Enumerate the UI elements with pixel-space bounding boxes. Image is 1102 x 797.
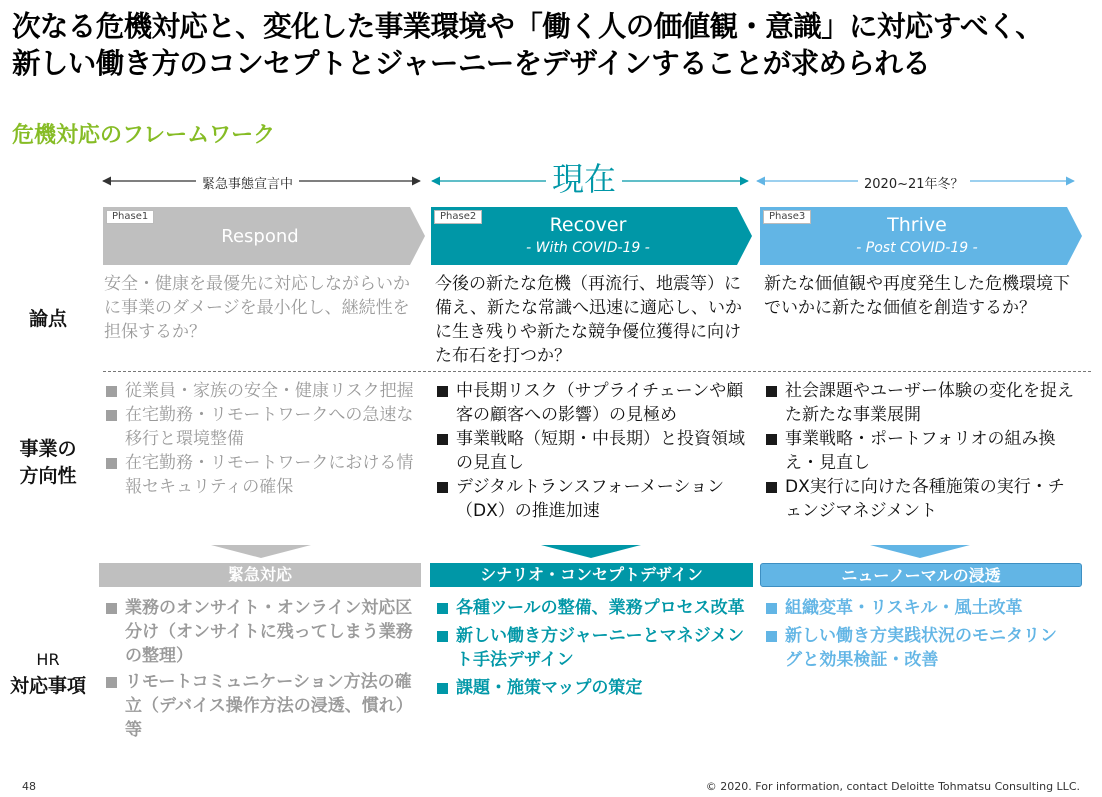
timeline-label-winter: 2020~21年冬？ — [858, 173, 970, 192]
row-divider — [103, 371, 1091, 372]
list-item: 組織変革・リスキル・風土改革 — [764, 596, 1064, 620]
issue-phase2: 今後の新たな危機（再流行、地震等）に備え、新たな常識へ迅速に適応し、いかに生き残りや新たな競争優位獲得に向けた布石を打つか？ — [435, 274, 743, 366]
row-label-hr-line-2: 対応事項 — [9, 675, 86, 697]
list-item: リモートコミュニケーション方法の確立（デバイス操作方法の浸透、慣れ）等 — [104, 670, 420, 742]
phase2-subtitle: - With COVID-19 - — [526, 240, 650, 256]
phase2-name: Recover — [549, 214, 627, 236]
hr-list-phase3 — [764, 596, 1064, 672]
issue-phase3: 新たな価値観や再度発生した危機環境下でいかに新たな価値を創造するか？ — [764, 274, 1070, 318]
list-item: 事業戦略（短期・中長期）と投資領域の見直し — [435, 427, 749, 475]
row-label-issues: 論点 — [28, 308, 67, 330]
list-item: 各種ツールの整備、業務プロセス改革 — [435, 596, 749, 620]
timeline-label-emergency: 緊急事態宣言中 — [196, 173, 299, 192]
down-arrow-phase1 — [211, 545, 311, 558]
list-item: 業務のオンサイト・オンライン対応区分け（オンサイトに残ってしまう業務の整理） — [104, 596, 420, 668]
down-arrow-phase3 — [870, 545, 970, 558]
list-item: 新しい働き方実践状況のモニタリングと効果検証・改善 — [764, 624, 1064, 672]
list-item: 課題・施策マップの策定 — [435, 676, 749, 700]
down-arrows — [0, 545, 1102, 559]
page-title — [12, 8, 1097, 82]
row-label-direction-line-2: 方向性 — [19, 465, 77, 487]
hr-list-phase2 — [435, 596, 749, 700]
direction-list-phase2 — [435, 379, 749, 523]
list-item: 社会課題やユーザー体験の変化を捉えた新たな事業展開 — [764, 379, 1076, 427]
page-number: 48 — [22, 780, 36, 793]
band-new-normal: ニューノーマルの浸透 — [760, 563, 1082, 587]
row-label-hr — [8, 646, 88, 700]
band-scenario-concept-design: シナリオ・コンセプトデザイン — [430, 563, 753, 587]
row-label-hr-line-1: HR — [36, 650, 60, 669]
phase2-tag: Phase2 — [434, 210, 482, 224]
list-item: 中長期リスク（サプライチェーンや顧客の顧客への影響）の見極め — [435, 379, 749, 427]
list-item: 新しい働き方ジャーニーとマネジメント手法デザイン — [435, 624, 749, 672]
direction-list-phase1 — [104, 379, 416, 499]
page-title-line-2: 新しい働き方のコンセプトとジャーニーをデザインすることが求められる — [12, 47, 931, 80]
down-arrow-phase2 — [541, 545, 641, 558]
list-item: 従業員・家族の安全・健康リスク把握 — [104, 379, 416, 403]
section-subtitle: 危機対応のフレームワーク — [12, 123, 276, 148]
phase3-name: Thrive — [887, 214, 947, 236]
row-label-direction — [8, 436, 88, 490]
row-label-direction-line-1: 事業の — [19, 438, 77, 460]
list-item: 在宅勤務・リモートワークへの急速な移行と環境整備 — [104, 403, 416, 451]
page-title-line-1: 次なる危機対応と、変化した事業環境や「働く人の価値観・意識」に対応すべく、 — [12, 10, 1044, 43]
direction-list-phase3 — [764, 379, 1076, 523]
phase3-subtitle: - Post COVID-19 - — [856, 240, 978, 256]
list-item: 在宅勤務・リモートワークにおける情報セキュリティの確保 — [104, 451, 416, 499]
phase3-tag: Phase3 — [763, 210, 811, 224]
hr-list-phase1 — [104, 596, 420, 742]
list-item: 事業戦略・ポートフォリオの組み換え・見直し — [764, 427, 1076, 475]
band-emergency-response: 緊急対応 — [99, 563, 421, 587]
timeline-label-present: 現在 — [546, 160, 622, 198]
phase1-name: Respond — [221, 226, 299, 247]
list-item: DX実行に向けた各種施策の実行・チェンジマネジメント — [764, 475, 1076, 523]
issue-phase1: 安全・健康を最優先に対応しながらいかに事業のダメージを最小化し、継続性を担保するか？ — [104, 274, 410, 342]
phase1-tag: Phase1 — [106, 210, 154, 224]
copyright: © 2020. For information, contact Deloitte Tohmatsu Consulting LLC. — [705, 780, 1080, 793]
list-item: デジタルトランスフォーメーション（DX）の推進加速 — [435, 475, 749, 523]
